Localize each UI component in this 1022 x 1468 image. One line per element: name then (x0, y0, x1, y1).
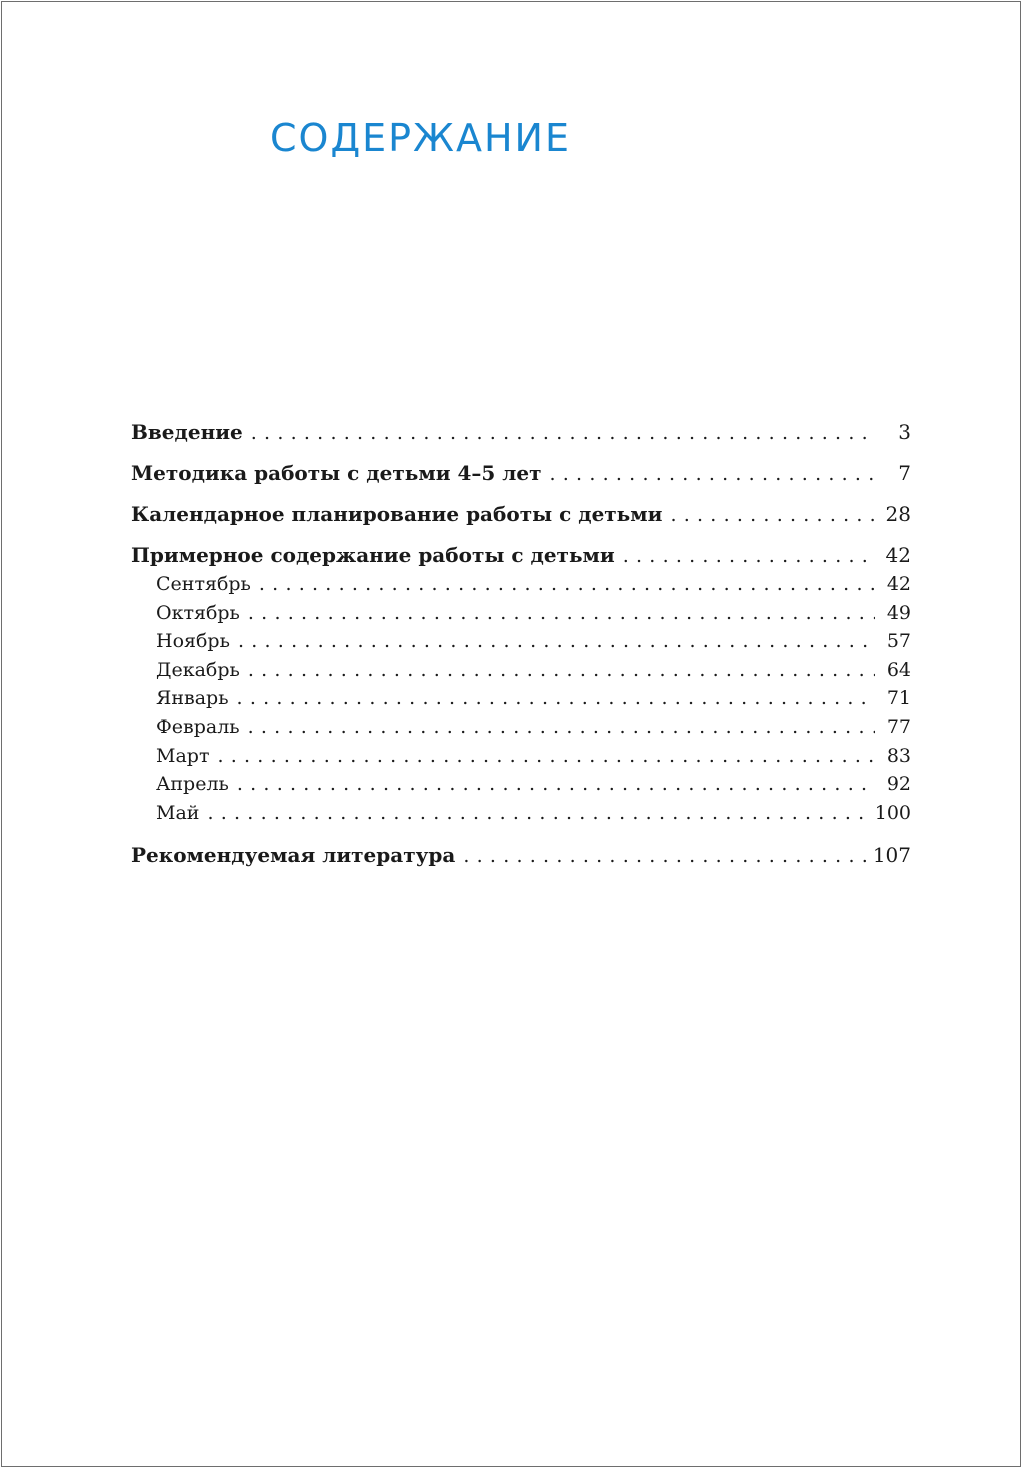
toc-entry-title: Сентябрь (156, 573, 251, 595)
toc-entry-page: 92 (886, 773, 911, 796)
toc-entry-title: Ноябрь (156, 630, 230, 653)
toc-entry-title: Введение (131, 420, 243, 444)
toc-subentry-september[interactable] (131, 575, 911, 604)
toc-entry-page: 28 (885, 502, 911, 526)
dot-leader (670, 506, 875, 525)
dot-leader (237, 775, 875, 794)
toc-entry-page: 77 (886, 715, 911, 738)
toc-entry-page: 42 (885, 543, 911, 567)
toc-subentry-january[interactable] (131, 689, 911, 718)
toc-entry-title: Примерное содержание работы с детьми (131, 543, 615, 567)
toc-entry-page: 3 (898, 420, 911, 444)
toc-entry-title: Апрель (156, 773, 229, 796)
toc-subentry-february[interactable] (131, 715, 911, 747)
dot-leader (259, 575, 875, 594)
dot-leader (463, 847, 866, 866)
dot-leader (248, 718, 875, 737)
toc-entry-page: 7 (898, 461, 911, 485)
toc-entry-title: Февраль (156, 715, 240, 738)
dot-leader (251, 424, 875, 443)
toc-entry-page: 100 (874, 801, 911, 824)
toc-entry-methodology[interactable] (131, 463, 911, 504)
toc-subentry-december[interactable] (131, 658, 911, 690)
toc-entry-title: Календарное планирование работы с детьми (131, 502, 663, 526)
table-of-contents (131, 422, 911, 886)
toc-entry-title: Методика работы с детьми 4–5 лет (131, 461, 542, 485)
dot-leader (217, 747, 875, 766)
toc-entry-title: Январь (156, 687, 229, 710)
toc-subentry-october[interactable] (131, 601, 911, 633)
toc-entry-title: Май (156, 801, 200, 824)
dot-leader (207, 804, 868, 823)
toc-entry-title: Октябрь (156, 601, 240, 624)
page-title: СОДЕРЖАНИЕ (270, 116, 571, 161)
toc-subentry-april[interactable] (131, 775, 911, 804)
toc-entry-page: 83 (886, 744, 911, 767)
toc-entry-introduction[interactable] (131, 422, 911, 463)
toc-entry-page: 49 (886, 601, 911, 624)
toc-entry-sample-content[interactable] (131, 545, 911, 575)
dot-leader (550, 465, 876, 484)
toc-entry-page: 64 (886, 658, 911, 681)
toc-subentry-november[interactable] (131, 632, 911, 661)
toc-entry-page: 57 (886, 630, 911, 653)
dot-leader (623, 547, 875, 566)
toc-entry-page: 107 (872, 842, 911, 867)
toc-subentry-may[interactable] (131, 801, 911, 845)
toc-entry-page: 42 (886, 573, 911, 595)
toc-entry-page: 71 (886, 687, 911, 710)
dot-leader (237, 689, 875, 708)
toc-entry-literature[interactable] (131, 842, 911, 886)
toc-entry-calendar-planning[interactable] (131, 504, 911, 545)
toc-entry-title: Декабрь (156, 658, 240, 681)
toc-entry-title: Март (156, 744, 210, 767)
dot-leader (248, 604, 875, 623)
toc-entry-title: Рекомендуемая литература (131, 842, 456, 867)
toc-subentry-march[interactable] (131, 744, 911, 776)
dot-leader (248, 661, 875, 680)
dot-leader (238, 632, 875, 651)
